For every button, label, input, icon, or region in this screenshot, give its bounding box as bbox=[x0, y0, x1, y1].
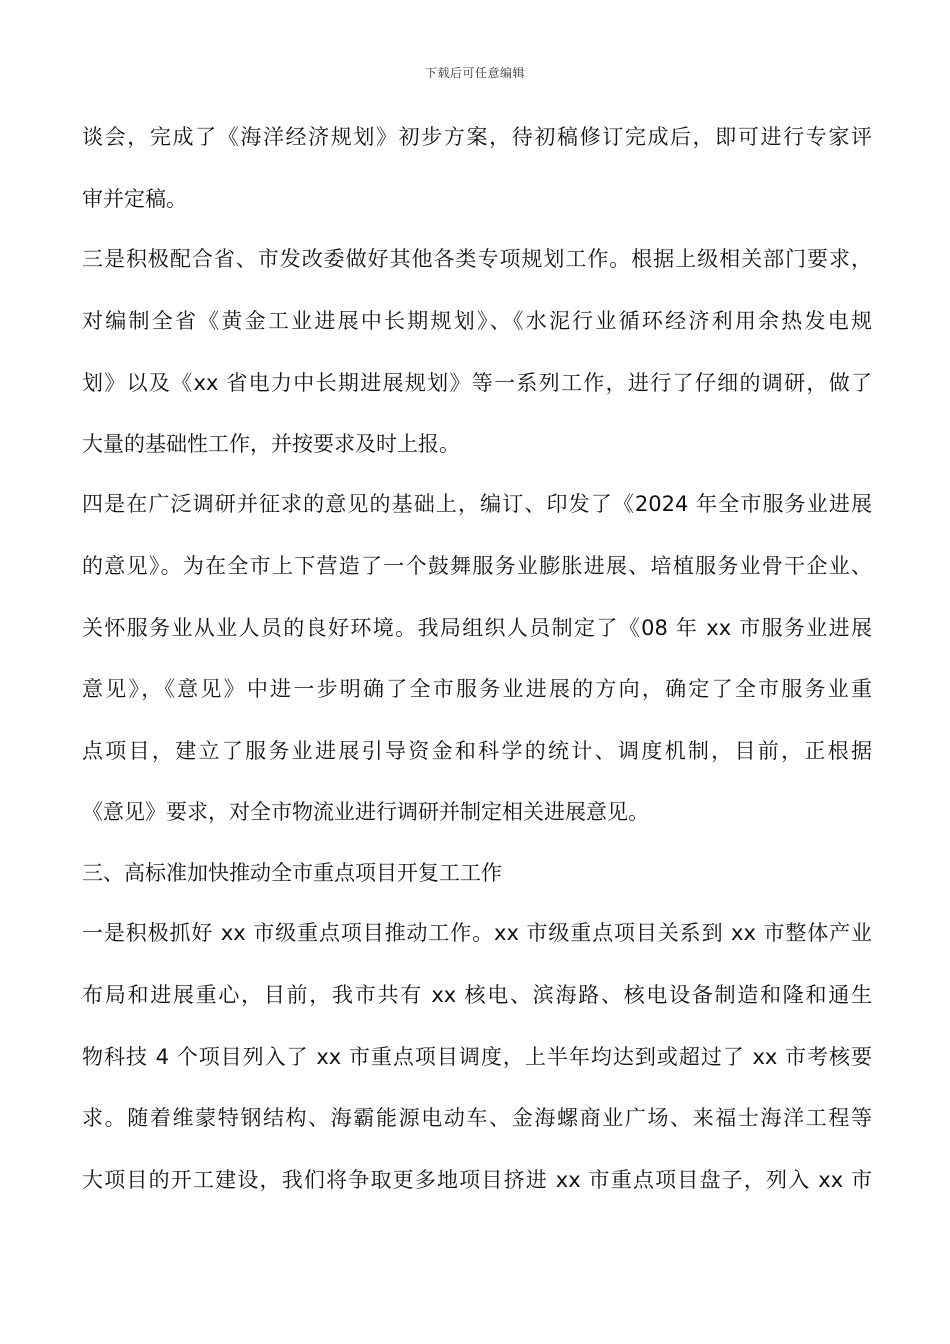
text-line: 关怀服务业从业人员的良好环境。我局组织人员制定了《08 年 xx 市服务业进展 bbox=[82, 616, 872, 640]
text-line: 四是在广泛调研并征求的意见的基础上，编订、印发了《2024 年全市服务业进展 bbox=[82, 492, 872, 516]
text-line: 的意见》。为在全市上下营造了一个鼓舞服务业膨胀进展、培植服务业骨干企业、 bbox=[82, 554, 872, 578]
text-line: 三是积极配合省、市发改委做好其他各类专项规划工作。根据上级相关部门要求， bbox=[82, 247, 872, 271]
text-line: 意见》，《意见》中进一步明确了全市服务业进展的方向，确定了全市服务业重 bbox=[82, 677, 872, 701]
text-line: 一是积极抓好 xx 市级重点项目推动工作。xx 市级重点项目关系到 xx 市整体产业 bbox=[82, 921, 872, 945]
text-line: 布局和进展重心，目前，我市共有 xx 核电、滨海路、核电设备制造和隆和通生 bbox=[82, 983, 872, 1007]
text-line: 《意见》要求，对全市物流业进行调研并制定相关进展意见。 bbox=[82, 800, 649, 824]
text-line: 对编制全省《黄金工业进展中长期规划》、《水泥行业循环经济利用余热发电规 bbox=[82, 309, 872, 333]
text-line: 审并定稿。 bbox=[82, 187, 187, 211]
text-line: 划》以及《xx 省电力中长期进展规划》等一系列工作，进行了仔细的调研，做了 bbox=[82, 371, 872, 395]
text-line: 点项目，建立了服务业进展引导资金和科学的统计、调度机制，目前，正根据 bbox=[82, 739, 872, 763]
text-line: 大量的基础性工作，并按要求及时上报。 bbox=[82, 432, 460, 456]
page-header: 下载后可任意编辑 bbox=[424, 66, 525, 80]
text-line: 求。随着维蒙特钢结构、海霸能源电动车、金海螺商业广场、来福士海洋工程等 bbox=[82, 1106, 872, 1130]
text-line: 大项目的开工建设，我们将争取更多地项目挤进 xx 市重点项目盘子，列入 xx 市 bbox=[82, 1168, 872, 1192]
text-line: 谈会，完成了《海洋经济规划》初步方案，待初稿修订完成后，即可进行专家评 bbox=[82, 125, 872, 149]
section-heading: 三、高标准加快推动全市重点项目开复工工作 bbox=[82, 861, 502, 885]
text-line: 物科技 4 个项目列入了 xx 市重点项目调度，上半年均达到或超过了 xx 市考核要 bbox=[82, 1045, 872, 1069]
